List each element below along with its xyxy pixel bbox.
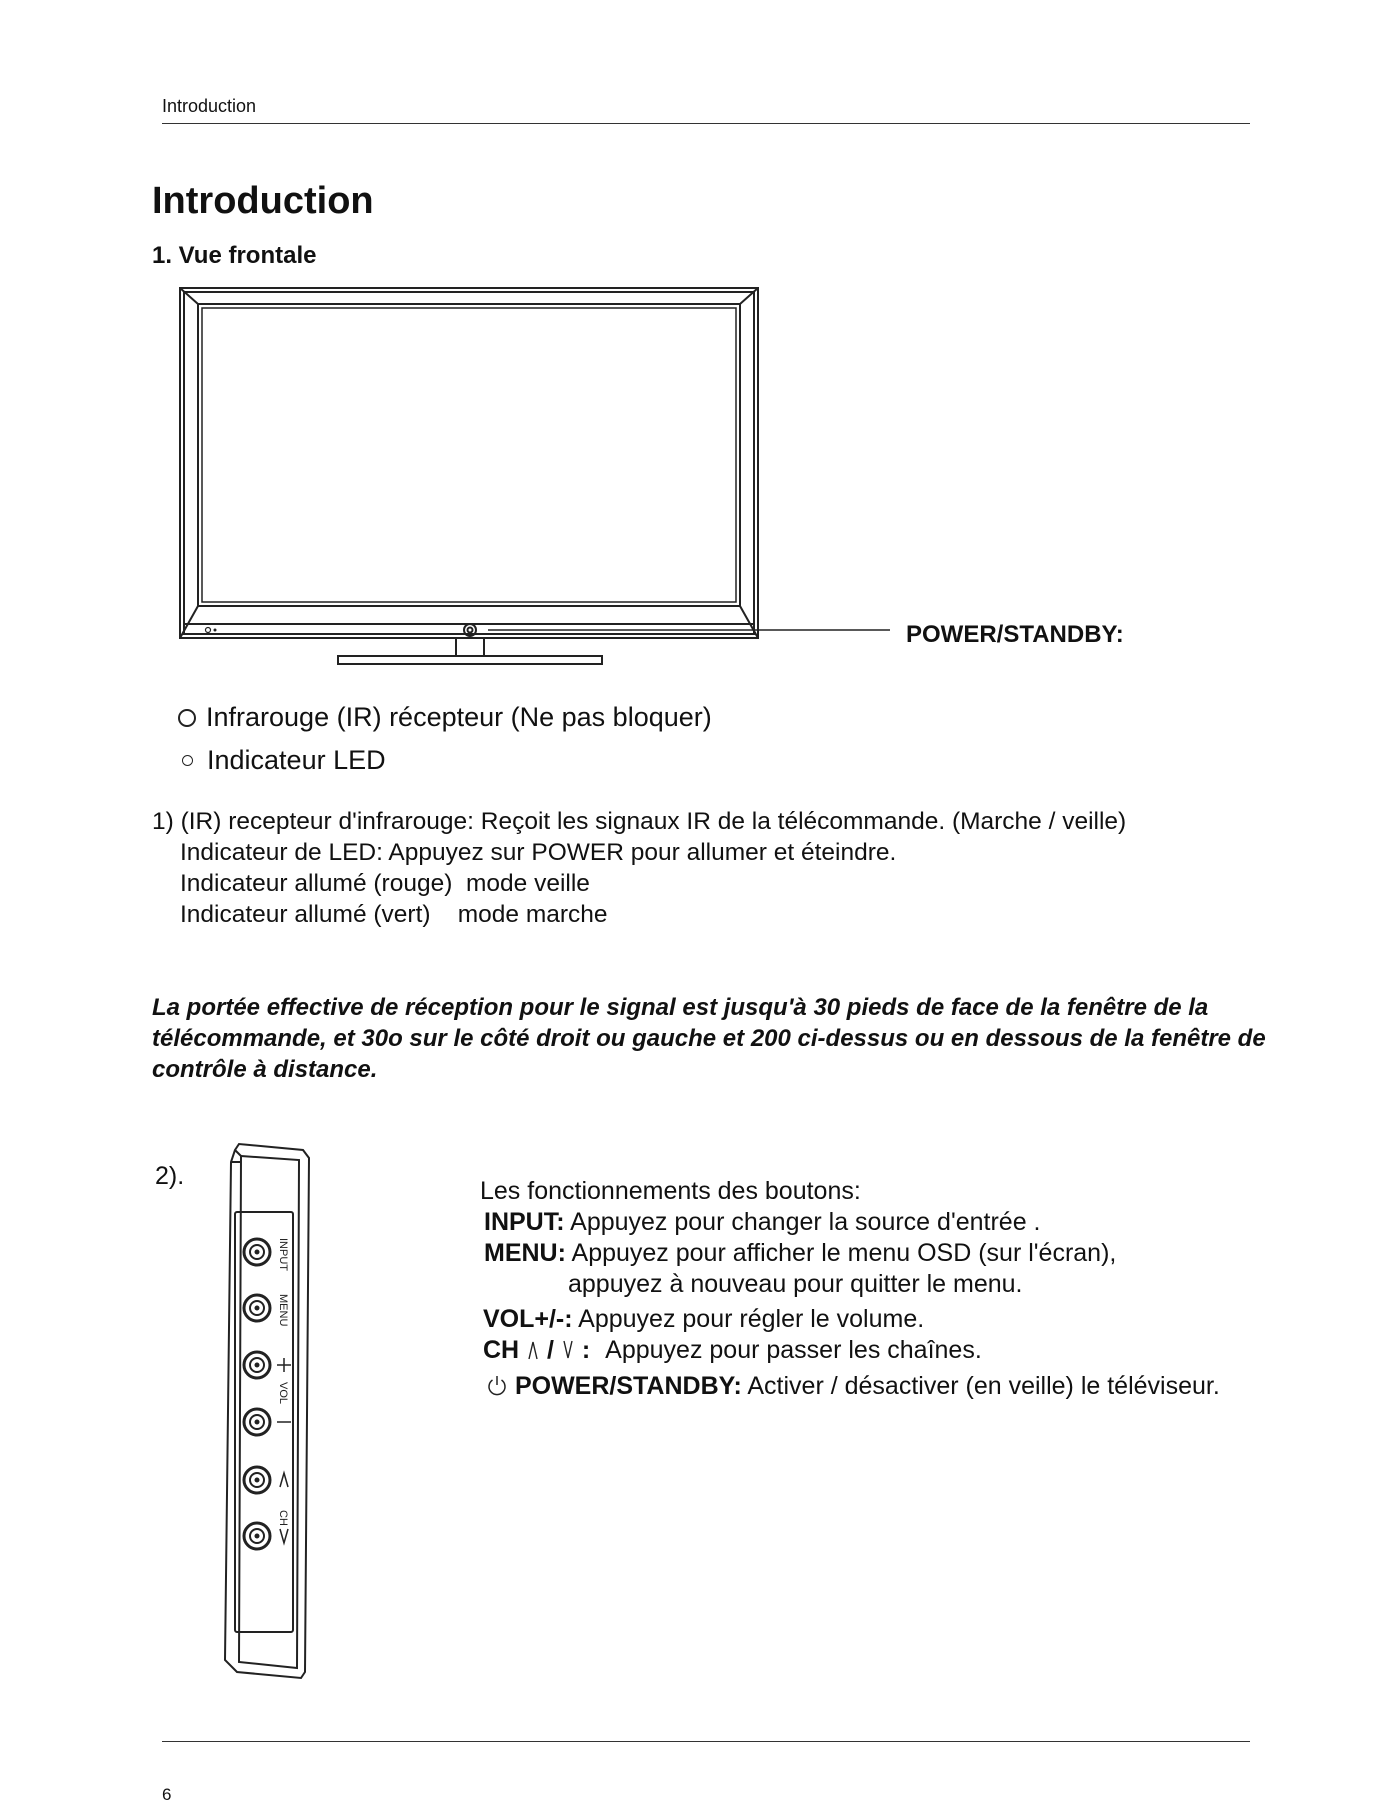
front-view-description xyxy=(152,806,1126,930)
legend-ir-label: Infrarouge (IR) récepteur (Ne pas bloquer) xyxy=(206,702,712,732)
legend-led xyxy=(178,745,386,776)
input-button-icon xyxy=(244,1239,270,1265)
ch-key: CH xyxy=(483,1336,520,1364)
running-header: Introduction xyxy=(162,96,257,116)
ir-receiver-icon xyxy=(206,628,211,633)
ch-separator: / xyxy=(547,1336,554,1364)
power-icon xyxy=(486,1375,508,1397)
tv-screen xyxy=(202,308,736,602)
power-text: Activer / désactiver (en veille) le téléviseur. xyxy=(747,1372,1220,1400)
led-symbol-icon xyxy=(182,755,193,766)
desc-line-green: Indicateur allumé (vert) mode marche xyxy=(180,901,608,928)
item-number-2: 2). xyxy=(155,1162,185,1190)
input-text: Appuyez pour changer la source d'entrée . xyxy=(570,1208,1041,1236)
legend-led-label: Indicateur LED xyxy=(207,745,386,775)
legend-ir xyxy=(178,702,712,733)
ch-text: Appuyez pour passer les chaînes. xyxy=(605,1336,982,1364)
reception-range-note: La portée effective de réception pour le signal est jusqu'à 30 pieds de face de la fenêtre de la télécommande, et 30o sur le côté droit ou gauche et 200 ci-dessus ou en dessous de la fenêtre de contrôle à distance. xyxy=(152,994,1266,1083)
ch-down-button-icon xyxy=(244,1523,270,1549)
ch-colon: : xyxy=(581,1336,591,1364)
vol-function xyxy=(480,1304,1220,1335)
side-label-input: INPUT xyxy=(277,1238,289,1271)
page-number: 6 xyxy=(162,1785,172,1804)
header-rule xyxy=(162,123,1250,124)
ch-down-symbol-icon xyxy=(561,1340,575,1360)
tv-stand-base xyxy=(338,656,602,664)
page-title: Introduction xyxy=(152,180,374,222)
buttons-intro: Les fonctionnements des boutons: xyxy=(480,1177,861,1205)
tv-bezel-outer xyxy=(180,288,758,638)
ch-up-symbol-icon xyxy=(526,1340,540,1360)
side-label-ch: CH xyxy=(277,1510,289,1526)
menu-key: MENU: xyxy=(484,1239,566,1267)
input-key: INPUT: xyxy=(484,1208,565,1236)
menu-function xyxy=(480,1238,1220,1269)
vol-down-button-icon xyxy=(244,1409,270,1435)
tv-stand-neck xyxy=(456,638,484,656)
tv-front-illustration xyxy=(170,280,910,675)
ir-receiver-symbol-icon xyxy=(178,709,196,727)
side-label-menu: MENU xyxy=(277,1294,289,1327)
side-panel-illustration xyxy=(205,1142,315,1692)
vol-key: VOL+/-: xyxy=(483,1305,573,1333)
side-label-vol: VOL xyxy=(277,1382,289,1405)
ch-function xyxy=(480,1335,1220,1366)
menu-text-continued: appuyez à nouveau pour quitter le menu. xyxy=(568,1270,1023,1298)
desc-line-ir: 1) (IR) recepteur d'infrarouge: Reçoit les signaux IR de la télécommande. (Marche / veille) xyxy=(152,808,1127,835)
power-standby-callout-label: POWER/STANDBY: xyxy=(906,621,1124,648)
desc-line-led: Indicateur de LED: Appuyez sur POWER pour allumer et éteindre. xyxy=(180,839,897,866)
vol-up-button-icon xyxy=(244,1352,270,1378)
desc-line-red: Indicateur allumé (rouge) mode veille xyxy=(180,870,590,897)
power-key: POWER/STANDBY: xyxy=(514,1372,742,1400)
menu-button-icon xyxy=(244,1295,270,1321)
tv-screen-frame xyxy=(198,304,740,606)
footer-rule xyxy=(162,1741,1250,1742)
vol-text: Appuyez pour régler le volume. xyxy=(578,1305,925,1333)
menu-text: Appuyez pour afficher le menu OSD (sur l'écran), xyxy=(571,1239,1117,1267)
led-indicator-icon xyxy=(214,629,217,632)
ch-up-icon xyxy=(280,1473,288,1487)
side-panel-buttons xyxy=(244,1239,270,1549)
power-function xyxy=(480,1371,1220,1402)
ch-down-icon xyxy=(280,1529,288,1543)
ch-up-button-icon xyxy=(244,1467,270,1493)
button-functions xyxy=(480,1176,1220,1402)
input-function xyxy=(480,1207,1220,1238)
section-title-front-view: 1. Vue frontale xyxy=(152,242,317,269)
vol-plus-icon xyxy=(277,1358,291,1372)
